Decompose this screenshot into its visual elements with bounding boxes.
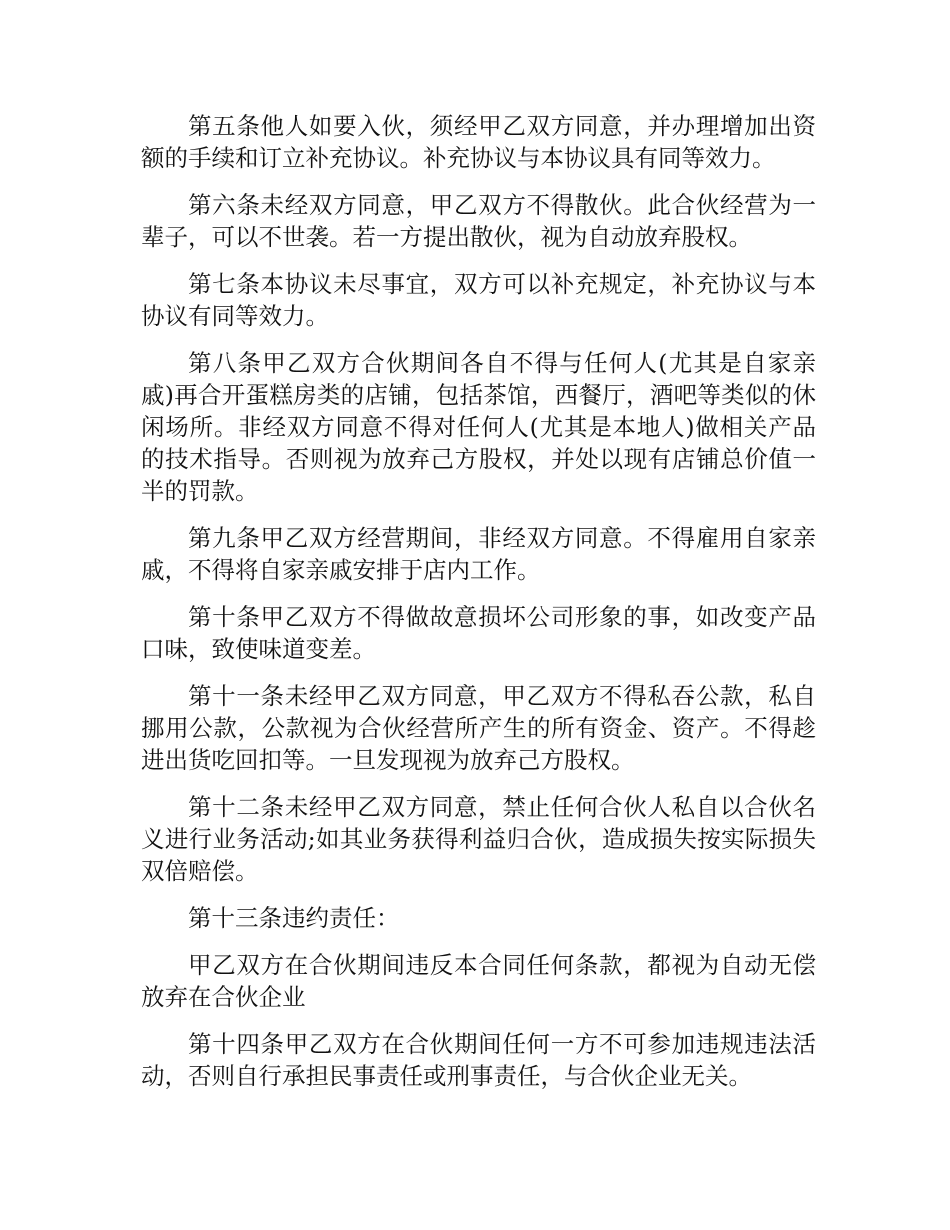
article-14-paragraph: 第十四条甲乙双方在合伙期间任何一方不可参加违规违法活动，否则自行承担民事责任或刑事责任，与合伙企业无关。 <box>141 1030 816 1090</box>
article-10-paragraph: 第十条甲乙双方不得做故意损坏公司形象的事，如改变产品口味，致使味道变差。 <box>141 603 816 663</box>
article-6-paragraph: 第六条未经双方同意，甲乙双方不得散伙。此合伙经营为一辈子，可以不世袭。若一方提出散伙，视为自动放弃股权。 <box>141 191 816 251</box>
article-13-heading: 第十三条违约责任： <box>188 904 400 932</box>
article-8-paragraph: 第八条甲乙双方合伙期间各自不得与任何人(尤其是自家亲戚)再合开蛋糕房类的店铺，包括茶馆，西餐厅，酒吧等类似的休闲场所。非经双方同意不得对任何人(尤其是本地人)做相关产品的技术指导。否则视为放弃己方股权，并处以现有店铺总价值一半的罚款。 <box>141 349 816 505</box>
article-13-body: 甲乙双方在合伙期间违反本合同任何条款，都视为自动无偿放弃在合伙企业 <box>141 951 816 1011</box>
article-9-paragraph: 第九条甲乙双方经营期间，非经双方同意。不得雇用自家亲戚，不得将自家亲戚安排于店内工作。 <box>141 524 816 584</box>
article-11-paragraph: 第十一条未经甲乙双方同意，甲乙双方不得私吞公款，私自挪用公款，公款视为合伙经营所产生的所有资金、资产。不得趁进出货吃回扣等。一旦发现视为放弃己方股权。 <box>141 682 816 774</box>
article-7-paragraph: 第七条本协议未尽事宜，双方可以补充规定，补充协议与本协议有同等效力。 <box>141 270 816 330</box>
article-12-paragraph: 第十二条未经甲乙双方同意，禁止任何合伙人私自以合伙名义进行业务活动;如其业务获得利益归合伙，造成损失按实际损失双倍赔偿。 <box>141 793 816 885</box>
article-5-paragraph: 第五条他人如要入伙，须经甲乙双方同意，并办理增加出资额的手续和订立补充协议。补充协议与本协议具有同等效力。 <box>141 112 816 172</box>
document-body <box>141 110 816 1107</box>
